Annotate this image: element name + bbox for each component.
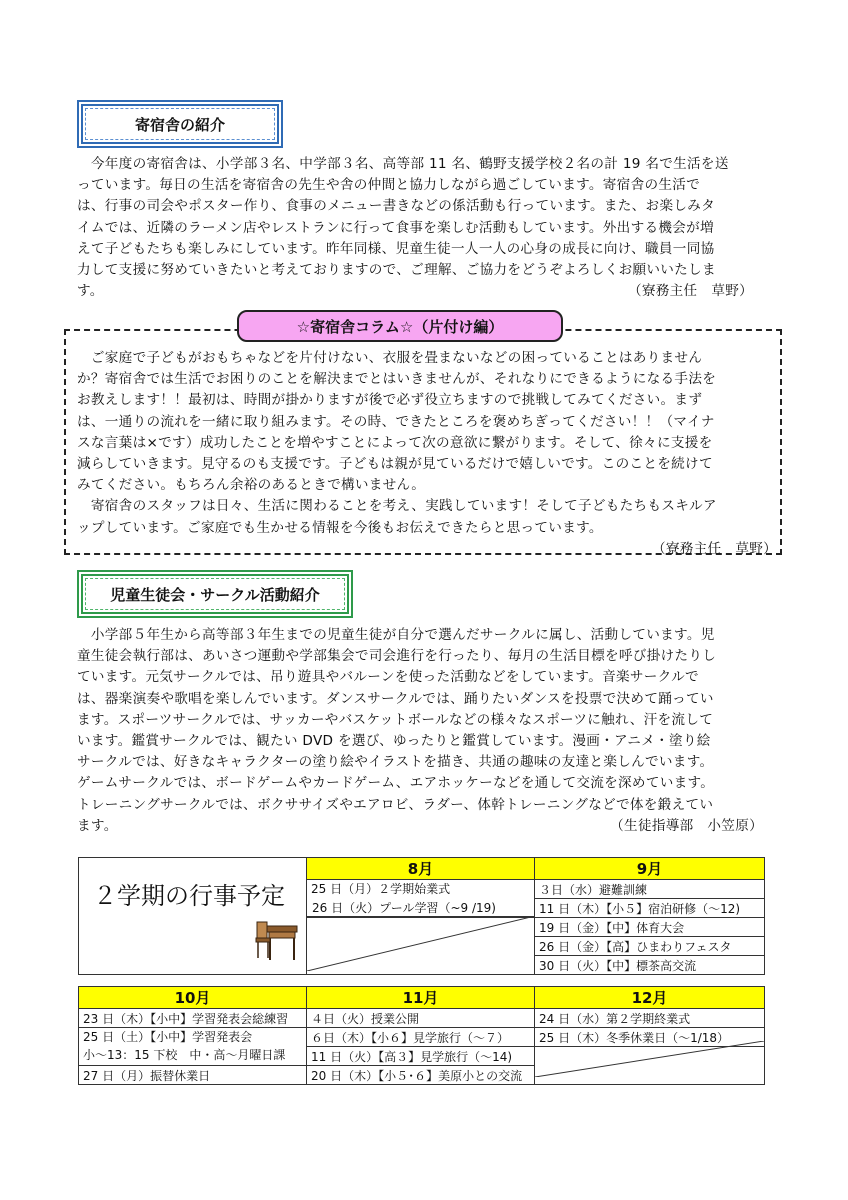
event-item: 24 日（水）第２学期終業式 — [535, 1009, 765, 1028]
month-header-dec: 12月 — [535, 987, 765, 1009]
text-line: います。鑑賞サークルでは、観たい DVD を選び、ゆったりと鑑賞しています。漫画・アニメ・塗り絵 — [77, 733, 711, 750]
month-header-oct: 10月 — [79, 987, 307, 1009]
desk-chair-icon — [255, 916, 299, 962]
text-line — [77, 281, 777, 302]
circle-section-text — [77, 625, 777, 837]
text-line: ご家庭で子どもがおもちゃなどを片付けない、衣服を畳まないなどの困っていることはありません — [77, 350, 703, 366]
month-header-sep: 9月 — [535, 858, 765, 880]
event-item: 23 日（木）【小中】学習発表会総練習 — [79, 1009, 307, 1028]
circle-section-title: 児童生徒会・サークル活動紹介 — [85, 578, 345, 610]
text-line: 減らしていきます。見守るのも支援です。子どもは親が見ているだけで嬉しいです。このことを続けて — [77, 456, 713, 473]
event-item: 25 日（土）【小中】学習発表会 — [83, 1030, 253, 1044]
text-line: イムでは、近隣のラーメン店やレストランに行って食事を楽しむ活動もしています。外出する機会が増 — [77, 219, 714, 236]
schedule-title: ２学期の行事予定 — [93, 882, 285, 910]
dorm-section-title: 寄宿舎の紹介 — [85, 108, 275, 140]
event-item: 20 日（木）【小５･６】美原小との交流 — [307, 1066, 535, 1085]
circle-signature: （生徒指導部 小笠原） — [610, 817, 763, 834]
text-line: ップしています。ご家庭でも生かせる情報を今後もお伝えできたらと思っています。 — [77, 519, 603, 536]
event-item: ４日（火）授業公開 — [307, 1009, 535, 1028]
text-line-end: ます。 — [77, 817, 118, 834]
text-line: トレーニングサークルでは、ボクササイズやエアロビ、ラダー、体幹トレーニングなどで体を鍛えてい — [77, 796, 714, 813]
dorm-section-text — [77, 154, 777, 302]
event-item: 25 日（月）２学期始業式 — [311, 882, 451, 896]
text-line: ゲームサークルでは、ボードゲームやカードゲーム、エアホッケーなどを通して交流を深めています。 — [77, 775, 715, 792]
event-item: 11 日（木）【小５】宿泊研修（～12) — [535, 899, 765, 918]
schedule-cell — [79, 1028, 307, 1066]
text-line: えて子どもたちも楽しみにしています。昨年同様、児童生徒一人一人の心身の成長に向け、職員一同協 — [77, 240, 715, 257]
dorm-section-title-box — [77, 100, 283, 148]
text-line — [77, 816, 777, 837]
text-line: 童生徒会執行部は、あいさつ運動や学部集会で司会進行を行ったり、毎月の生活目標を呼び掛けたりし — [77, 648, 717, 665]
text-line: サークルでは、好きなキャラクターの塗り絵やイラストを描き、共通の趣味の友達と楽しんでいます。 — [77, 754, 714, 771]
text-line: 小学部５年生から高等部３年生までの児童生徒が自分で選んだサークルに属し、活動しています。児 — [77, 627, 715, 643]
text-line: スな言葉は×です）成功したことを増やすことによって次の意欲に繋がります。そして、徐々に支援を — [77, 434, 713, 451]
row-divider — [307, 916, 535, 917]
text-line-end: す。 — [77, 283, 104, 300]
month-header-aug: 8月 — [307, 858, 535, 880]
text-line: ています。元気サークルでは、吊り遊具やバルーンを使った活動などをしています。音楽サークルで — [77, 669, 699, 686]
text-line: みてください。もちろん余裕のあるときで構いません。 — [77, 477, 426, 494]
text-line: は、一通りの流れを一緒に取り組みます。その時、できたところを褒めちぎってください！！（マイナ — [77, 413, 715, 430]
event-item: ６日（木）【小６】見学旅行（～７） — [307, 1028, 535, 1047]
event-item: 小～13：15 下校 中・高～月曜日課 — [83, 1048, 286, 1062]
event-item: ３日（水）避難訓練 — [535, 880, 765, 899]
text-line: 力して支援に努めていきたいと考えておりますので、ご理解、ご協力をどうぞよろしくお願いいたしま — [77, 262, 716, 279]
text-line: っています。毎日の生活を寄宿舎の先生や舎の仲間と協力しながら過ごしています。寄宿舎の生活で — [77, 177, 701, 194]
event-item: 26 日（金）【高】ひまわりフェスタ — [535, 937, 765, 956]
column-signature: （寮務主任 草野） — [651, 540, 777, 557]
column-title: ☆寄宿舎コラム☆（片付け編） — [237, 310, 563, 342]
circle-section-title-box — [77, 570, 353, 618]
text-line: ます。スポーツサークルでは、サッカーやバスケットボールなどの様々なスポーツに触れ、汗を流して — [77, 711, 714, 728]
event-item: 25 日（木）冬季休業日（～1/18） — [535, 1028, 765, 1047]
text-line: か？寄宿舎では生活でお困りのことを解決までとはいきませんが、それなりにできるようになる手法を — [77, 371, 717, 388]
text-line: 寄宿舎のスタッフは日々、生活に関わることを考え、実践しています！そして子どもたちもスキルア — [77, 498, 717, 515]
event-item: 19 日（金）【中】体育大会 — [535, 918, 765, 937]
column-text — [77, 348, 777, 560]
empty-cell-diagonal — [535, 1041, 764, 1077]
event-item: 30 日（火）【中】標茶高交流 — [535, 956, 765, 975]
event-item: 27 日（月）振替休業日 — [79, 1066, 307, 1085]
event-item: 26 日（火）プール学習（~9 /19) — [312, 901, 496, 915]
text-line: は、器楽演奏や歌唱を楽しんでいます。ダンスサークルでは、踊りたいダンスを投票で決めて踊ってい — [77, 690, 714, 707]
dorm-signature: （寮務主任 草野） — [627, 283, 753, 300]
empty-cell-diagonal — [307, 916, 535, 971]
month-header-nov: 11月 — [307, 987, 535, 1009]
event-item: 11 日（火）【高３】見学旅行（～14) — [307, 1047, 535, 1066]
text-line: は、行事の司会やポスター作り、食事のメニュー書きなどの係活動も行っています。また、お楽しみタ — [77, 198, 716, 215]
text-line: 今年度の寄宿舎は、小学部３名、中学部３名、高等部 11 名、鶴野支援学校２名の計 19 名で生活を送 — [77, 156, 729, 172]
schedule-title-cell — [79, 858, 307, 975]
text-line: お教えします！！最初は、時間が掛かりますが後で必ず役立ちますので挑戦してみてください。まず — [77, 392, 703, 409]
